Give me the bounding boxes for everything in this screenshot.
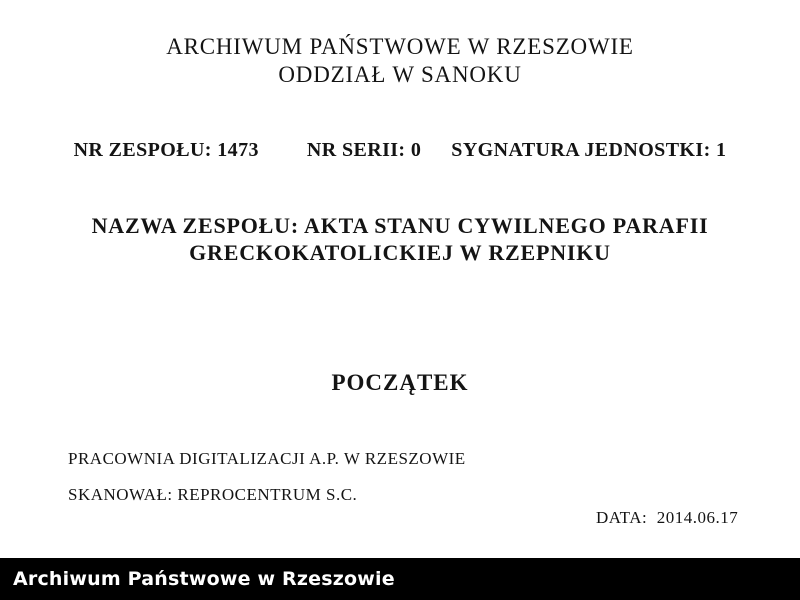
scanned-by-credit: SKANOWAŁ: REPROCENTRUM S.C. [68,485,358,504]
reference-numbers-line [0,139,800,162]
digitization-lab-credit: PRACOWNIA DIGITALIZACJI A.P. W RZESZOWIE [68,449,466,468]
unit-signature: SYGNATURA JEDNOSTKI: 1 [451,139,727,161]
scan-date: DATA: 2014.06.17 [596,508,739,527]
fonds-name-line2: GRECKOKATOLICKIEJ W RZEPNIKU [189,240,611,265]
fonds-name-heading [0,212,800,266]
branch-name-heading: ODDZIAŁ W SANOKU [278,62,522,87]
footer-caption-bar [0,558,800,600]
footer-archive-label: Archiwum Państwowe w Rzeszowie [13,568,395,590]
archive-heading [0,33,800,88]
series-number: NR SERII: 0 [306,139,422,161]
archive-name-heading: ARCHIWUM PAŃSTWOWE W RZESZOWIE [166,34,634,59]
section-marker: POCZĄTEK [331,370,469,395]
fonds-number: NR ZESPOŁU: 1473 [73,139,259,161]
fonds-name-line1: NAZWA ZESPOŁU: AKTA STANU CYWILNEGO PARAFII [91,213,709,238]
